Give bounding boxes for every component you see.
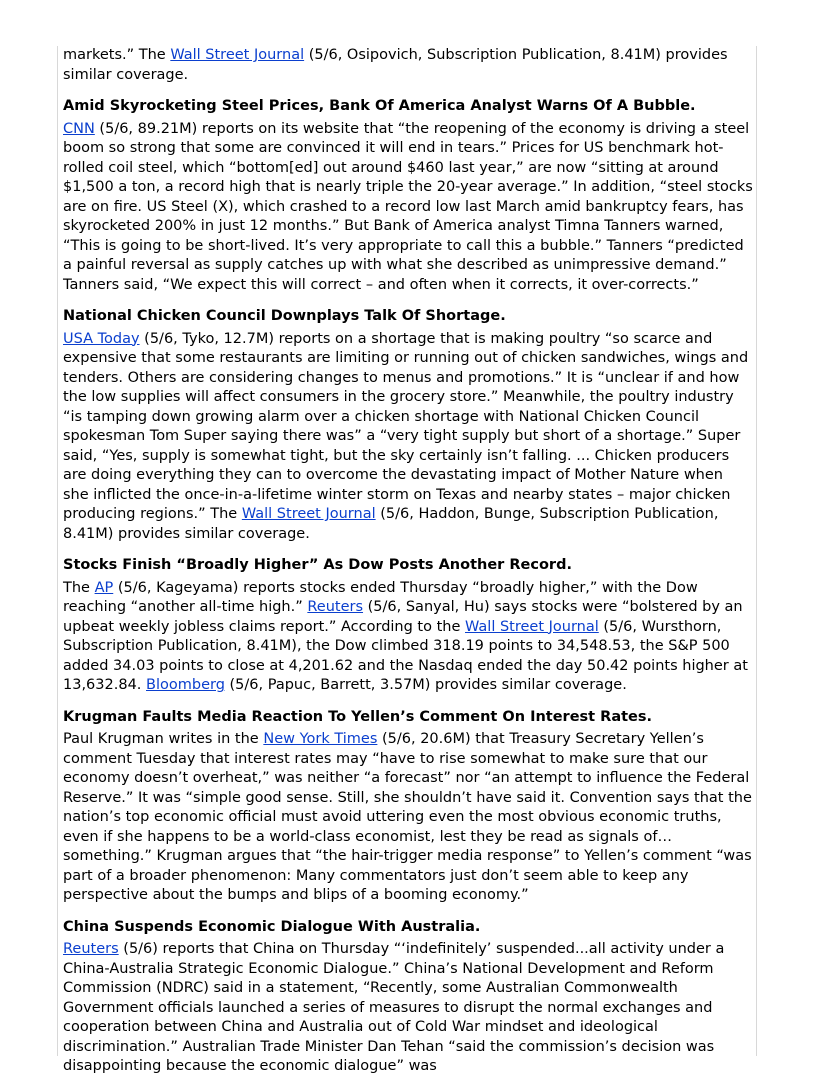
story-body (63, 940, 753, 1077)
story-text-4: (5/6, Wursthorn, Subscription Publication, 8.41M), the Dow climbed 318.19 points to 34,548.53, the S&P 500 added 34.03 points to close at 4,201.62 and the Nasdaq ended the day 50.42 points higher at 13,632.84. (63, 618, 748, 693)
new-york-times-link[interactable]: New York Times (263, 731, 378, 747)
story-headline: Krugman Faults Media Reaction To Yellen’s Comment On Interest Rates. (63, 708, 653, 725)
story-text-2: (5/6, Kageyama) reports stocks ended Thursday “broadly higher,” with the Dow reaching “another all-time high.” (63, 579, 698, 615)
usa-today-link[interactable]: USA Today (63, 330, 140, 347)
intro-text: markets.” The (63, 47, 171, 63)
story-headline: Stocks Finish “Broadly Higher” As Dow Posts Another Record. (63, 557, 572, 573)
story-body (63, 730, 753, 906)
reuters-link[interactable]: Reuters (63, 941, 119, 957)
story-chicken-shortage (63, 307, 753, 544)
story-headline: Amid Skyrocketing Steel Prices, Bank Of America Analyst Warns Of A Bubble. (63, 98, 696, 114)
story-text: (5/6) reports that China on Thursday “‘indefinitely’ suspended...all activity under a China-Australia Strategic Economic Dialogue.” China’s National Development and Reform Commission (NDRC) said in a statement, “Recently, some Australian Commonwealth Government officials launched a series of measures to disrupt the normal exchanges and cooperation between China and Australia out of Cold War mindset and ideological discrimination.” Australian Trade Minister Dan Tehan “said the commission’s decision was disappointing because the economic dialogue” was (63, 941, 725, 1074)
wall-street-journal-link[interactable]: Wall Street Journal (465, 618, 599, 635)
ap-link[interactable]: AP (94, 579, 114, 596)
story-text: Paul Krugman writes in the (63, 731, 264, 747)
story-body (63, 120, 753, 296)
cnn-link[interactable]: CNN (63, 120, 95, 137)
story-text-2: (5/6, 20.6M) that Treasury Secretary Yellen’s comment Tuesday that interest rates may “have to rise somewhat to make sure that our economy doesn’t overheat,” was neither “a forecast” nor “an attempt to influence the Federal Reserve.” It was “simple good sense. Still, she shouldn’t have said it. Convention says that the nation’s top economic official must avoid uttering even the most obvious economic truths, even if she happens to be a world-class economist, lest they be read as signals of…something.” Krugman argues that “the hair-trigger media response” to Yellen’s comment “was part of a broader phenomenon: Many commentators just don’t seem able to keep any perspective about the bumps and blips of a booming economy.” (63, 731, 752, 903)
continued-paragraph (63, 46, 753, 85)
story-krugman-yellen (63, 708, 753, 906)
newsletter-body (63, 46, 753, 1077)
page-border-left (57, 46, 58, 1056)
story-text: (5/6, 89.21M) reports on its website that “the reopening of the economy is driving a steel boom so strong that some are convinced it will end in tears.” Prices for US benchmark hot-rolled coil steel, which “bottom[ed] out around $460 last year,” are now “sitting at around $1,500 a ton, a record high that is nearly triple the 20-year average.” In addition, “steel stocks are on fire. US Steel (X), which crashed to a record low last March amid bankruptcy fears, has skyrocketed 200% in just 12 months.” But Bank of America analyst Timna Tanners warned, “This is going to be short-lived. It’s very appropriate to call this a bubble.” Tanners “predicted a painful reversal as supply catches up with what she described as unimpressive demand.” Tanners said, “We expect this will correct – and often when it corrects, it over-corrects.” (63, 120, 753, 293)
reuters-link[interactable]: Reuters (307, 599, 364, 615)
intro-text-2: (5/6, Osipovich, Subscription Publication, 8.41M) provides similar coverage. (63, 47, 728, 83)
story-text-2: (5/6, Haddon, Bunge, Subscription Publication, 8.41M) provides similar coverage. (63, 506, 719, 542)
story-body (63, 330, 753, 545)
story-body (63, 579, 753, 696)
story-headline: National Chicken Council Downplays Talk Of Shortage. (63, 308, 506, 324)
story-text-5: (5/6, Papuc, Barrett, 3.57M) provides similar coverage. (224, 677, 627, 693)
story-text-3: (5/6, Sanyal, Hu) says stocks were “bolstered by an upbeat weekly jobless claims report.” According to the (63, 599, 743, 635)
wall-street-journal-link[interactable]: Wall Street Journal (170, 47, 305, 63)
wall-street-journal-link[interactable]: Wall Street Journal (241, 506, 376, 522)
story-china-australia (63, 918, 753, 1077)
page-border-right (756, 46, 757, 1056)
story-stocks-dow-record (63, 556, 753, 696)
story-text: (5/6, Tyko, 12.7M) reports on a shortage that is making poultry “so scarce and expensive that some restaurants are limiting or running out of chicken sandwiches, wings and tenders. Others are considering changes to menus and promotions.” It is “unclear if and how the low supplies will affect consumers in the grocery store.” Meanwhile, the poultry industry “is tamping down growing alarm over a chicken shortage with National Chicken Council spokesman Tom Super saying there was” a “very tight supply but short of a shortage.” Super said, “Yes, supply is somewhat tight, but the sky certainly isn’t falling. ... Chicken producers are doing everything they can to overcome the devastating impact of Mother Nature when she inflicted the once-in-a-lifetime winter storm on Texas and nearby states – major chicken producing regions.” The (63, 330, 749, 522)
story-steel-prices (63, 97, 753, 295)
story-headline: China Suspends Economic Dialogue With Australia. (63, 918, 481, 935)
bloomberg-link[interactable]: Bloomberg (146, 677, 225, 693)
story-text: The (63, 579, 95, 596)
